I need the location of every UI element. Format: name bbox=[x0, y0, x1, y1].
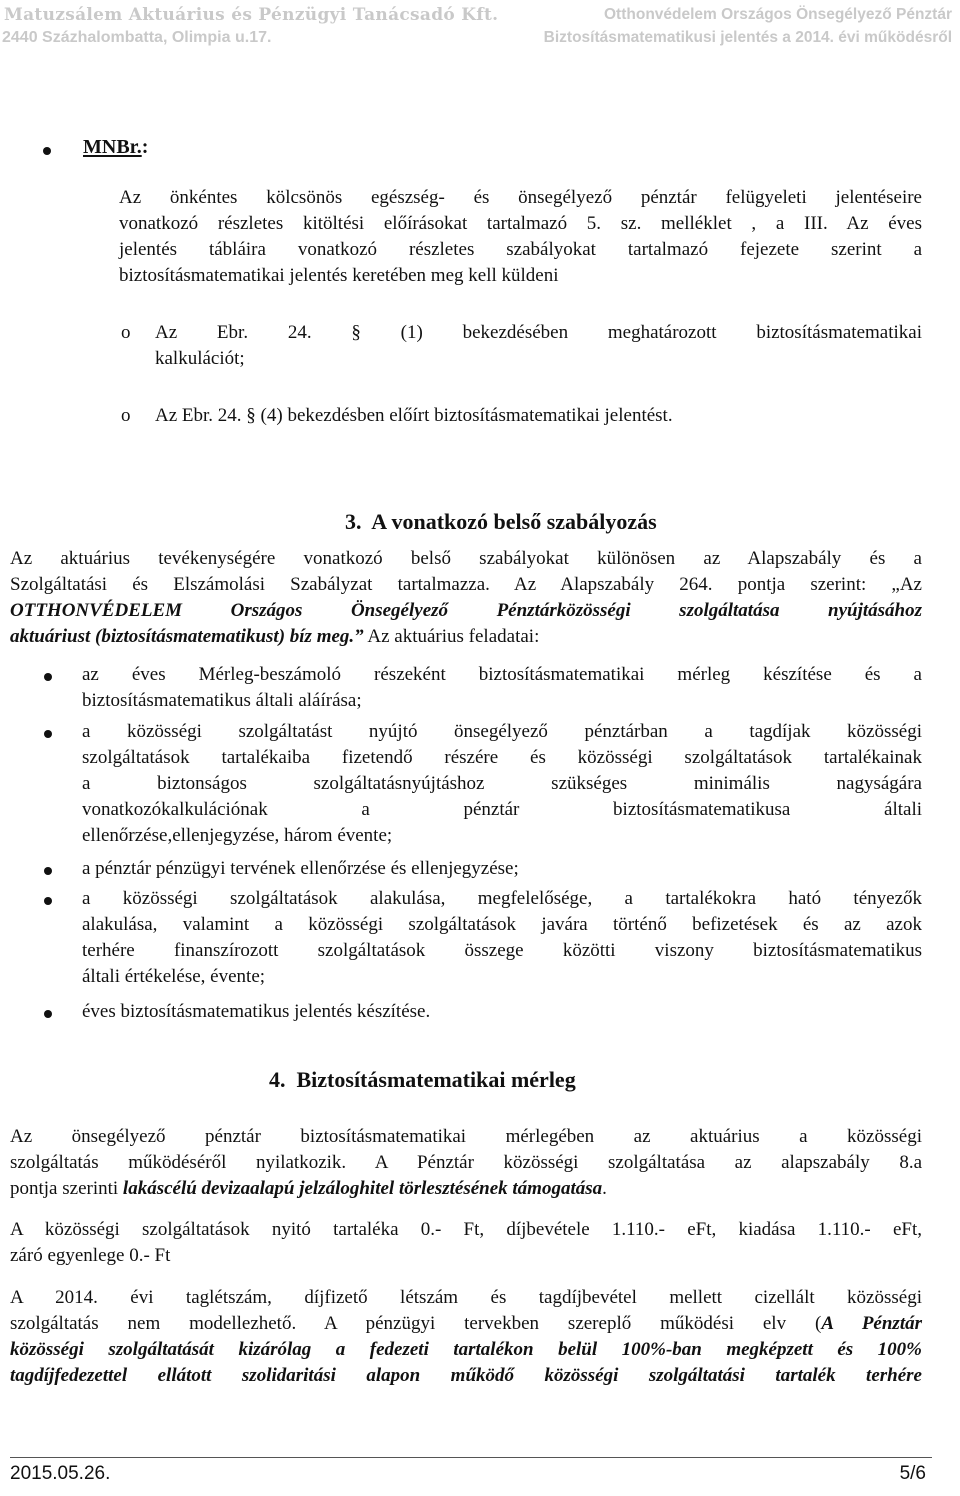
task-bullet bbox=[44, 1010, 52, 1018]
s4-text: szolgáltatás nem modellezhető. A pénzügyi tervekben szereplő működési elv ( bbox=[10, 1313, 822, 1334]
s4-line bbox=[10, 1176, 922, 1202]
mnbr-para-line: Az önkéntes kölcsönös egészség- és önsegélyező pénztár felügyeleti jelentéseire bbox=[119, 187, 922, 208]
section-4-paragraph-1 bbox=[10, 1124, 922, 1202]
mnbr-paragraph bbox=[119, 185, 922, 289]
section-3-line bbox=[10, 572, 922, 598]
quote-text-end: aktuáriust (biztosításmatematikust) bíz meg.” bbox=[10, 626, 364, 647]
mnbr-para-line: vonatkozó részletes kitöltési előírásokat tartalmazó 5. sz. melléklet , a III. Az éves bbox=[119, 213, 922, 234]
task-line: szolgáltatások tartalékaiba fizetendő részére és közösségi szolgáltatások tartalékainak bbox=[82, 747, 922, 768]
task-item bbox=[82, 856, 922, 882]
sub-item-ebr-1 bbox=[155, 320, 922, 372]
s4-line bbox=[10, 1363, 922, 1389]
header-company-name: Matuzsálem Aktuárius és Pénzügyi Tanácsadó Kft. bbox=[4, 5, 499, 25]
sub-bullet-2: o bbox=[121, 405, 131, 426]
s4-line: záró egyenlege 0.- Ft bbox=[10, 1245, 171, 1266]
section-3-line: Az aktuárius tevékenységére vonatkozó belső szabályokat különösen az Alapszabály és a bbox=[10, 548, 922, 569]
task-line: a közösségi szolgáltatást nyújtó önsegélyező pénztárban a tagdíjak közösségi bbox=[82, 721, 922, 742]
task-bullet bbox=[44, 730, 52, 738]
mnbr-label-text: MNBr. bbox=[83, 136, 142, 158]
task-line: terhére finanszírozott szolgáltatások összege közötti viszony biztosításmatematikus bbox=[82, 940, 922, 961]
section-3-line2: Szolgáltatási és Elszámolási Szabályzat tartalmazza. Az Alapszabály 264. pontja szerint: „Az bbox=[10, 574, 922, 595]
s4-text: . bbox=[602, 1178, 607, 1199]
s4-emphasis: lakáscélú devizaalapú jelzáloghitel törlesztésének támogatása bbox=[122, 1178, 603, 1199]
mnbr-para-line: jelentés tábláira vonatkozó részletes szabályokat tartalmazó fejezete szerint a bbox=[119, 239, 922, 260]
task-item bbox=[82, 662, 922, 714]
section-3-quote-line bbox=[10, 598, 922, 624]
section-3-intro bbox=[10, 546, 922, 650]
section-3-line bbox=[10, 624, 922, 650]
mnbr-para-line: biztosításmatematikai jelentés keretében meg kell küldeni bbox=[119, 265, 559, 286]
page-header bbox=[0, 0, 960, 52]
section-4-paragraph-2 bbox=[10, 1217, 922, 1269]
tasks-intro: Az aktuárius feladatai: bbox=[363, 626, 540, 647]
s4-emphasis: közösségi szolgáltatását kizárólag a fedezeti tartalékon belül 100%-ban megképzett és 100% bbox=[10, 1339, 922, 1360]
s4-line bbox=[10, 1311, 922, 1337]
section-4-paragraph-3 bbox=[10, 1285, 922, 1389]
footer-page-number: 5/6 bbox=[899, 1463, 926, 1484]
footer-date: 2015.05.26. bbox=[10, 1463, 111, 1484]
task-line: a pénztár pénzügyi tervének ellenőrzése és ellenjegyzése; bbox=[82, 858, 519, 879]
task-line: biztosításmatematikus általi aláírása; bbox=[82, 690, 362, 711]
sub-item-line: Az Ebr. 24. § (1) bekezdésében meghatározott biztosításmatematikai bbox=[155, 322, 922, 343]
sub-item-ebr-2: Az Ebr. 24. § (4) bekezdésben előírt biztosításmatematikai jelentést. bbox=[155, 405, 673, 426]
s4-line: A közösségi szolgáltatások nyitó tartaléka 0.- Ft, díjbevétele 1.110.- eFt, kiadása 1.110.- eFt, bbox=[10, 1219, 922, 1240]
s4-text: pontja szerinti bbox=[10, 1178, 123, 1199]
header-company-address: 2440 Százhalombatta, Olimpia u.17. bbox=[2, 29, 272, 46]
sub-item-line: kalkulációt; bbox=[155, 348, 245, 369]
s4-line bbox=[10, 1337, 922, 1363]
task-line: éves biztosításmatematikus jelentés készítése. bbox=[82, 1001, 431, 1022]
header-report-title: Biztosításmatematikusi jelentés a 2014. évi működésről bbox=[543, 29, 952, 46]
footer-divider bbox=[10, 1457, 932, 1458]
task-line: alakulása, valamint a közösségi szolgáltatások javára történő befizetések és az azok bbox=[82, 914, 922, 935]
task-line: a biztonságos szolgáltatásnyújtáshoz szükséges minimális nagyságára bbox=[82, 773, 922, 794]
task-bullet bbox=[44, 867, 52, 875]
task-line: általi értékelése, évente; bbox=[82, 966, 266, 987]
s4-line: szolgáltatás működéséről nyilatkozik. A Pénztár közösségi szolgáltatása az alapszabály 8.a bbox=[10, 1152, 922, 1173]
task-line: a közösségi szolgáltatások alakulása, megfelelősége, a tartalékokra ható tényezők bbox=[82, 888, 922, 909]
mnbr-label-suffix: : bbox=[141, 136, 149, 158]
header-fund-name: Otthonvédelem Országos Önsegélyező Pénztár bbox=[604, 6, 952, 23]
quote-text: OTTHONVÉDELEM Országos Önsegélyező Pénztárközösségi szolgáltatása nyújtásához bbox=[10, 600, 922, 621]
task-line: ellenőrzése,ellenjegyzése, három évente; bbox=[82, 825, 393, 846]
mnbr-label bbox=[83, 136, 148, 159]
task-item bbox=[82, 886, 922, 990]
task-item bbox=[82, 719, 922, 849]
s4-emphasis: tagdíjfedezettel ellátott szolidaritási alapon működő közösségi szolgáltatási tartalék terhére bbox=[10, 1365, 922, 1386]
section-4-heading: 4. Biztosításmatematikai mérleg bbox=[269, 1067, 576, 1092]
task-item bbox=[82, 999, 922, 1025]
task-line: az éves Mérleg-beszámoló részeként biztosításmatematikai mérleg készítése és a bbox=[82, 664, 922, 685]
task-bullet bbox=[44, 897, 52, 905]
task-line: vonatkozókalkulációnak a pénztár biztosításmatematikusa általi bbox=[82, 799, 922, 820]
section-3-heading: 3. A vonatkozó belső szabályozás bbox=[345, 509, 657, 534]
s4-line: A 2014. évi taglétszám, díjfizető létszám és tagdíjbevétel mellett cizellált közösségi bbox=[10, 1287, 922, 1308]
s4-emphasis: A Pénztár bbox=[821, 1313, 922, 1334]
sub-bullet-1: o bbox=[121, 322, 131, 343]
task-bullet bbox=[44, 673, 52, 681]
s4-line: Az önsegélyező pénztár biztosításmatematikai mérlegében az aktuárius a közösségi bbox=[10, 1126, 922, 1147]
bullet-mnbr bbox=[43, 147, 51, 155]
